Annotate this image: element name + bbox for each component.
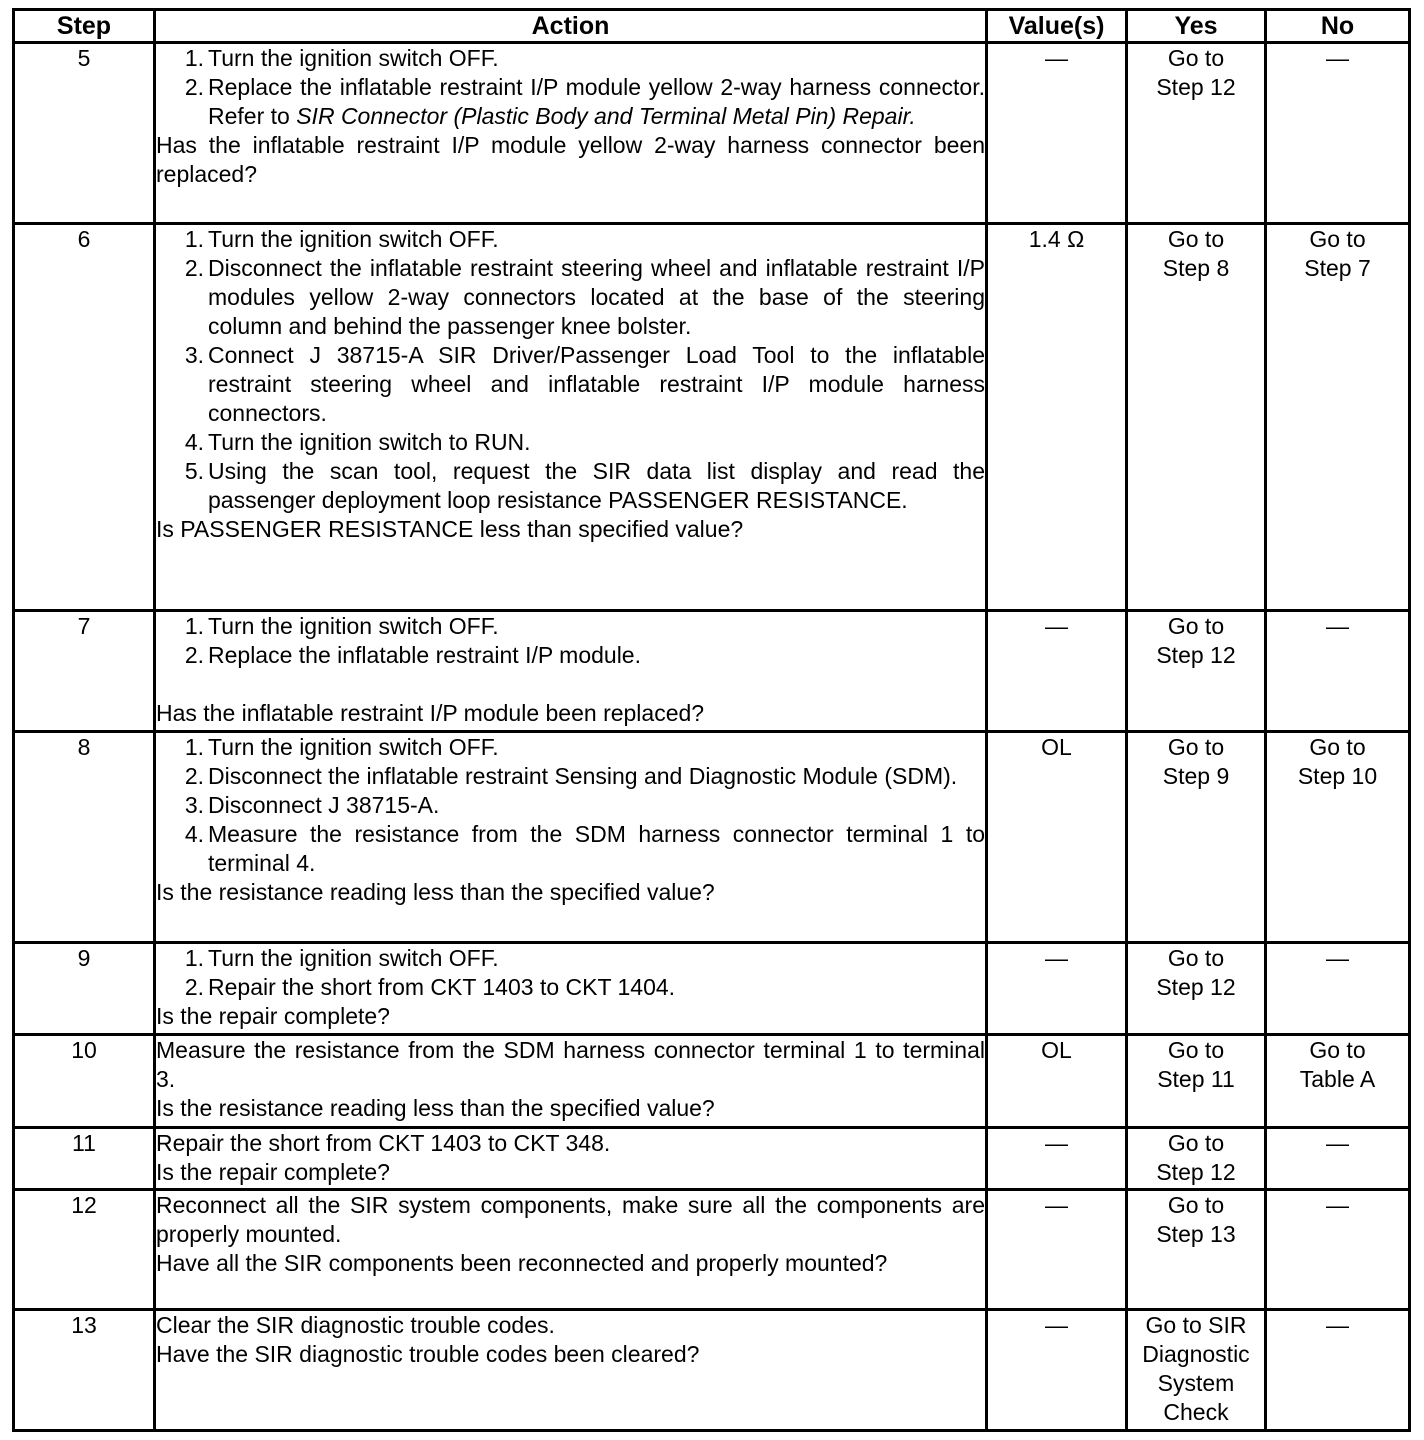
- action-item: 1. Turn the ignition switch OFF.: [184, 225, 499, 252]
- action-item: 4. Turn the ignition switch to RUN.: [184, 428, 531, 455]
- action-cell: [155, 1127, 987, 1189]
- action-item: 5. Using the scan tool, request the SIR data list display and read the passenger deployment loop resistance PASSENGER RESISTANCE.: [184, 457, 985, 513]
- value-cell: OL: [987, 1035, 1127, 1127]
- header-value: Value(s): [987, 10, 1127, 43]
- step-number: 5: [14, 43, 155, 224]
- table-row: [14, 1127, 1410, 1189]
- yes-cell: Go to Step 9: [1127, 731, 1266, 942]
- step-number: 8: [14, 731, 155, 942]
- action-cell: [155, 223, 987, 611]
- action-cell: [155, 611, 987, 732]
- yes-cell: Go to Step 12: [1127, 942, 1266, 1034]
- reference-link: SIR Connector (Plastic Body and Terminal Metal Pin) Repair.: [296, 103, 916, 129]
- no-cell: Go to Table A: [1266, 1035, 1410, 1127]
- action-question: Has the inflatable restraint I/P module been replaced?: [156, 700, 705, 727]
- action-item: 4. Measure the resistance from the SDM harness connector terminal 1 to terminal 4.: [184, 820, 985, 876]
- step-number: 7: [14, 611, 155, 732]
- value-cell: —: [987, 1310, 1127, 1431]
- value-cell: —: [987, 1127, 1127, 1189]
- value-cell: —: [987, 611, 1127, 732]
- action-item: 3. Disconnect J 38715-A.: [184, 791, 440, 818]
- action-cell: [155, 43, 987, 224]
- no-cell: —: [1266, 1189, 1410, 1310]
- no-cell: —: [1266, 942, 1410, 1034]
- action-question: Have the SIR diagnostic trouble codes been cleared?: [156, 1341, 700, 1368]
- action-item: 2. Disconnect the inflatable restraint steering wheel and inflatable restraint I/P modules yellow 2-way connectors located at the base of the steering column and behind the passenger knee bolster.: [184, 254, 985, 339]
- table-row: [14, 942, 1410, 1034]
- yes-cell: Go to SIR Diagnostic System Check: [1127, 1310, 1266, 1431]
- no-cell: Go to Step 7: [1266, 223, 1410, 611]
- table-row: [14, 1189, 1410, 1310]
- table-row: [14, 731, 1410, 942]
- yes-cell: Go to Step 8: [1127, 223, 1266, 611]
- yes-cell: Go to Step 12: [1127, 611, 1266, 732]
- action-text: Clear the SIR diagnostic trouble codes.: [156, 1312, 555, 1339]
- action-question: Have all the SIR components been reconnected and properly mounted?: [156, 1249, 888, 1276]
- no-cell: —: [1266, 1127, 1410, 1189]
- action-cell: [155, 1189, 987, 1310]
- header-step: Step: [14, 10, 155, 43]
- diagnostic-table: [12, 8, 1411, 1432]
- no-cell: Go to Step 10: [1266, 731, 1410, 942]
- action-item: 1. Turn the ignition switch OFF.: [184, 45, 499, 71]
- table-row: [14, 43, 1410, 224]
- value-cell: —: [987, 43, 1127, 224]
- yes-cell: Go to Step 13: [1127, 1189, 1266, 1310]
- action-cell: [155, 731, 987, 942]
- header-action: Action: [155, 10, 987, 43]
- step-number: 10: [14, 1035, 155, 1127]
- action-cell: [155, 942, 987, 1034]
- step-number: 6: [14, 223, 155, 611]
- header-yes: Yes: [1127, 10, 1266, 43]
- action-item: 2. Replace the inflatable restraint I/P module.: [184, 642, 641, 669]
- action-text: Reconnect all the SIR system components, make sure all the components are properly mounted.: [156, 1191, 985, 1247]
- action-text: Repair the short from CKT 1403 to CKT 348.: [156, 1129, 611, 1156]
- action-item: 1. Turn the ignition switch OFF.: [184, 613, 499, 640]
- action-item: 3. Connect J 38715-A SIR Driver/Passenger Load Tool to the inflatable restraint steering wheel and inflatable restraint I/P module harness connectors.: [184, 341, 985, 426]
- action-item: 1. Turn the ignition switch OFF.: [184, 944, 499, 971]
- action-item: 2. Replace the inflatable restraint I/P module yellow 2-way harness connector. Refer to SIR Connector (Plastic Body and Terminal Metal Pin) Repair.: [184, 74, 985, 129]
- value-cell: —: [987, 942, 1127, 1034]
- action-question: Is PASSENGER RESISTANCE less than specified value?: [156, 515, 744, 542]
- yes-cell: Go to Step 12: [1127, 1127, 1266, 1189]
- yes-cell: Go to Step 11: [1127, 1035, 1266, 1127]
- header-row: [14, 10, 1410, 43]
- action-item: 1. Turn the ignition switch OFF.: [184, 733, 499, 760]
- header-no: No: [1266, 10, 1410, 43]
- action-item: 2. Disconnect the inflatable restraint Sensing and Diagnostic Module (SDM).: [184, 762, 958, 789]
- table-row: [14, 1310, 1410, 1431]
- no-cell: —: [1266, 1310, 1410, 1431]
- table-row: [14, 223, 1410, 611]
- no-cell: —: [1266, 43, 1410, 224]
- action-question: Has the inflatable restraint I/P module yellow 2-way harness connector been replaced?: [156, 132, 985, 187]
- action-question: Is the repair complete?: [156, 1002, 390, 1029]
- step-number: 9: [14, 942, 155, 1034]
- action-question: Is the repair complete?: [156, 1158, 390, 1185]
- table-row: [14, 611, 1410, 732]
- step-number: 13: [14, 1310, 155, 1431]
- action-question: Is the resistance reading less than the specified value?: [156, 1095, 715, 1122]
- action-text: Measure the resistance from the SDM harness connector terminal 1 to terminal 3.: [156, 1037, 985, 1093]
- value-cell: —: [987, 1189, 1127, 1310]
- table-row: [14, 1035, 1410, 1127]
- no-cell: —: [1266, 611, 1410, 732]
- step-number: 12: [14, 1189, 155, 1310]
- value-cell: OL: [987, 731, 1127, 942]
- action-question: Is the resistance reading less than the specified value?: [156, 878, 715, 905]
- value-cell: 1.4 Ω: [987, 223, 1127, 611]
- yes-cell: Go to Step 12: [1127, 43, 1266, 224]
- action-cell: [155, 1035, 987, 1127]
- action-cell: [155, 1310, 987, 1431]
- step-number: 11: [14, 1127, 155, 1189]
- action-item: 2. Repair the short from CKT 1403 to CKT 1404.: [184, 973, 676, 1000]
